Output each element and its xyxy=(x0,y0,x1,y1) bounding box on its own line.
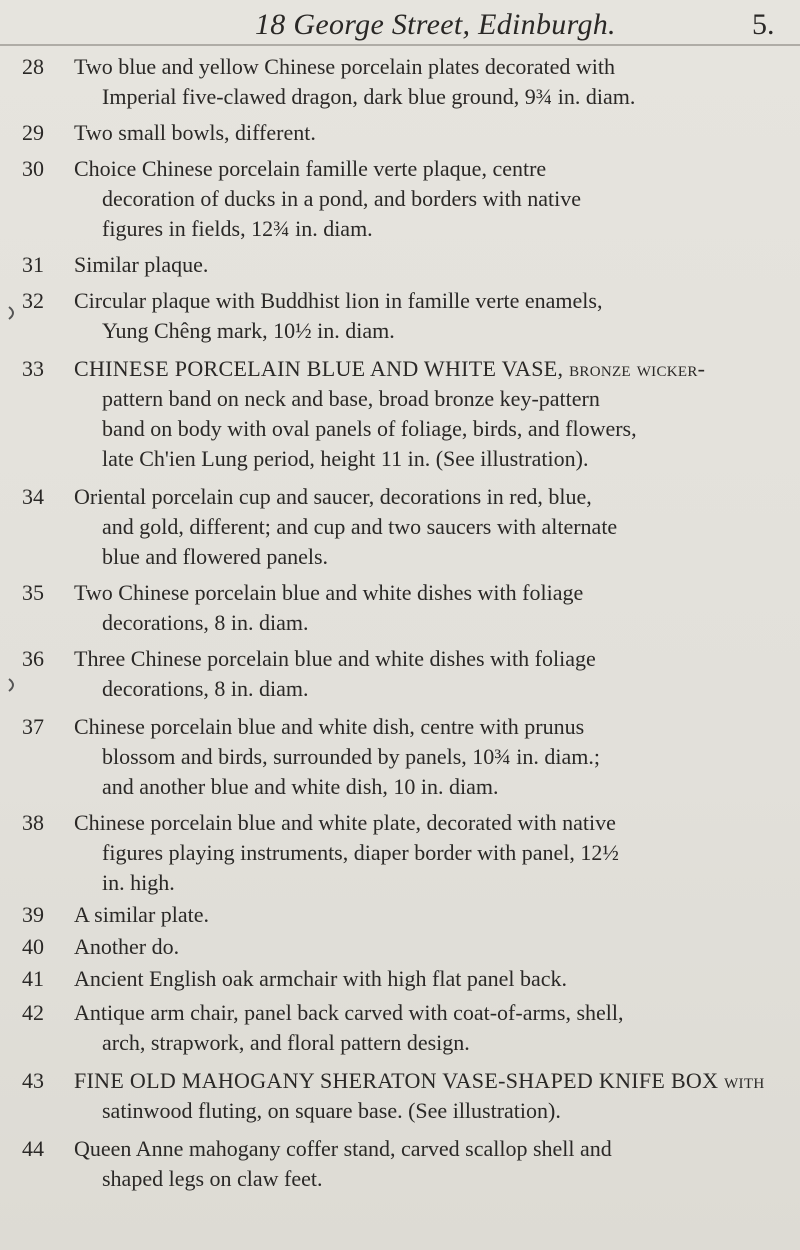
lot-description xyxy=(74,808,786,898)
lot-description xyxy=(74,1066,786,1126)
description-line: and gold, different; and cup and two saucers with alternate xyxy=(102,514,618,539)
lot-number: 42 xyxy=(22,1000,44,1025)
lot-number: 32 xyxy=(22,288,44,313)
lot-number: 36 xyxy=(22,646,44,671)
description-line: and another blue and white dish, 10 in. diam. xyxy=(102,774,499,799)
lot-number: 29 xyxy=(22,120,44,145)
description-line: figures playing instruments, diaper border with panel, 12½ xyxy=(102,840,619,865)
lot-number: 34 xyxy=(22,484,44,509)
description-line: Another do. xyxy=(74,934,180,959)
description-line: Imperial five-clawed dragon, dark blue ground, 9¾ in. diam. xyxy=(102,84,636,109)
lot-description xyxy=(74,644,786,704)
description-line: Two Chinese porcelain blue and white dishes with foliage xyxy=(74,580,584,605)
lot-description xyxy=(74,154,786,244)
lot-description xyxy=(74,250,786,280)
lot-number: 31 xyxy=(22,252,44,277)
description-line: FINE OLD MAHOGANY SHERATON VASE-SHAPED KNIFE BOX with xyxy=(74,1068,765,1093)
description-line: satinwood fluting, on square base. (See illustration). xyxy=(102,1098,561,1123)
lot-description xyxy=(74,1134,786,1194)
lot-description xyxy=(74,354,786,474)
description-line: Two blue and yellow Chinese porcelain plates decorated with xyxy=(74,54,615,79)
description-line: decoration of ducks in a pond, and borders with native xyxy=(102,186,581,211)
description-line: Chinese porcelain blue and white dish, centre with prunus xyxy=(74,714,585,739)
lot-number: 39 xyxy=(22,902,44,927)
margin-mark-icon xyxy=(8,678,18,692)
lot-number: 30 xyxy=(22,156,44,181)
lot-number: 44 xyxy=(22,1136,44,1161)
lot-number: 33 xyxy=(22,356,44,381)
lot-description xyxy=(74,998,786,1058)
lot-description xyxy=(74,286,786,346)
description-line: decorations, 8 in. diam. xyxy=(102,610,309,635)
description-line: blossom and birds, surrounded by panels, 10¾ in. diam.; xyxy=(102,744,601,769)
lot-description xyxy=(74,118,786,148)
description-line: Oriental porcelain cup and saucer, decorations in red, blue, xyxy=(74,484,592,509)
lot-description xyxy=(74,932,786,962)
margin-mark-icon xyxy=(8,306,18,320)
description-line: decorations, 8 in. diam. xyxy=(102,676,309,701)
description-line: pattern band on neck and base, broad bronze key-pattern xyxy=(102,386,600,411)
description-line: Similar plaque. xyxy=(74,252,209,277)
lot-description xyxy=(74,52,786,112)
description-line: figures in fields, 12¾ in. diam. xyxy=(102,216,373,241)
header-title: 18 George Street, Edinburgh. xyxy=(255,8,616,41)
description-line: Queen Anne mahogany coffer stand, carved scallop shell and xyxy=(74,1136,612,1161)
lot-description xyxy=(74,712,786,802)
lot-number: 38 xyxy=(22,810,44,835)
lot-number: 41 xyxy=(22,966,44,991)
page-header xyxy=(0,4,800,44)
description-line: shaped legs on claw feet. xyxy=(102,1166,323,1191)
description-line: CHINESE PORCELAIN BLUE AND WHITE VASE, bronze wicker- xyxy=(74,356,706,381)
header-rule xyxy=(0,44,800,46)
description-line: Chinese porcelain blue and white plate, decorated with native xyxy=(74,810,616,835)
description-line: blue and flowered panels. xyxy=(102,544,329,569)
lot-description xyxy=(74,964,786,994)
description-line: arch, strapwork, and floral pattern design. xyxy=(102,1030,470,1055)
page-number: 5. xyxy=(752,8,775,41)
description-line: Antique arm chair, panel back carved with coat-of-arms, shell, xyxy=(74,1000,624,1025)
description-line: late Ch'ien Lung period, height 11 in. (See illustration). xyxy=(102,446,589,471)
lot-number: 40 xyxy=(22,934,44,959)
description-line: A similar plate. xyxy=(74,902,210,927)
lot-number: 28 xyxy=(22,54,44,79)
description-line: in. high. xyxy=(102,870,175,895)
description-line: Ancient English oak armchair with high flat panel back. xyxy=(74,966,568,991)
lot-number: 37 xyxy=(22,714,44,739)
description-line: Yung Chêng mark, 10½ in. diam. xyxy=(102,318,395,343)
lot-number: 35 xyxy=(22,580,44,605)
description-line: Three Chinese porcelain blue and white dishes with foliage xyxy=(74,646,596,671)
description-line: Choice Chinese porcelain famille verte plaque, centre xyxy=(74,156,547,181)
lot-description xyxy=(74,578,786,638)
description-line: Circular plaque with Buddhist lion in famille verte enamels, xyxy=(74,288,603,313)
description-line: band on body with oval panels of foliage, birds, and flowers, xyxy=(102,416,637,441)
lot-description xyxy=(74,482,786,572)
description-line: Two small bowls, different. xyxy=(74,120,316,145)
lot-number: 43 xyxy=(22,1068,44,1093)
lot-description xyxy=(74,900,786,930)
